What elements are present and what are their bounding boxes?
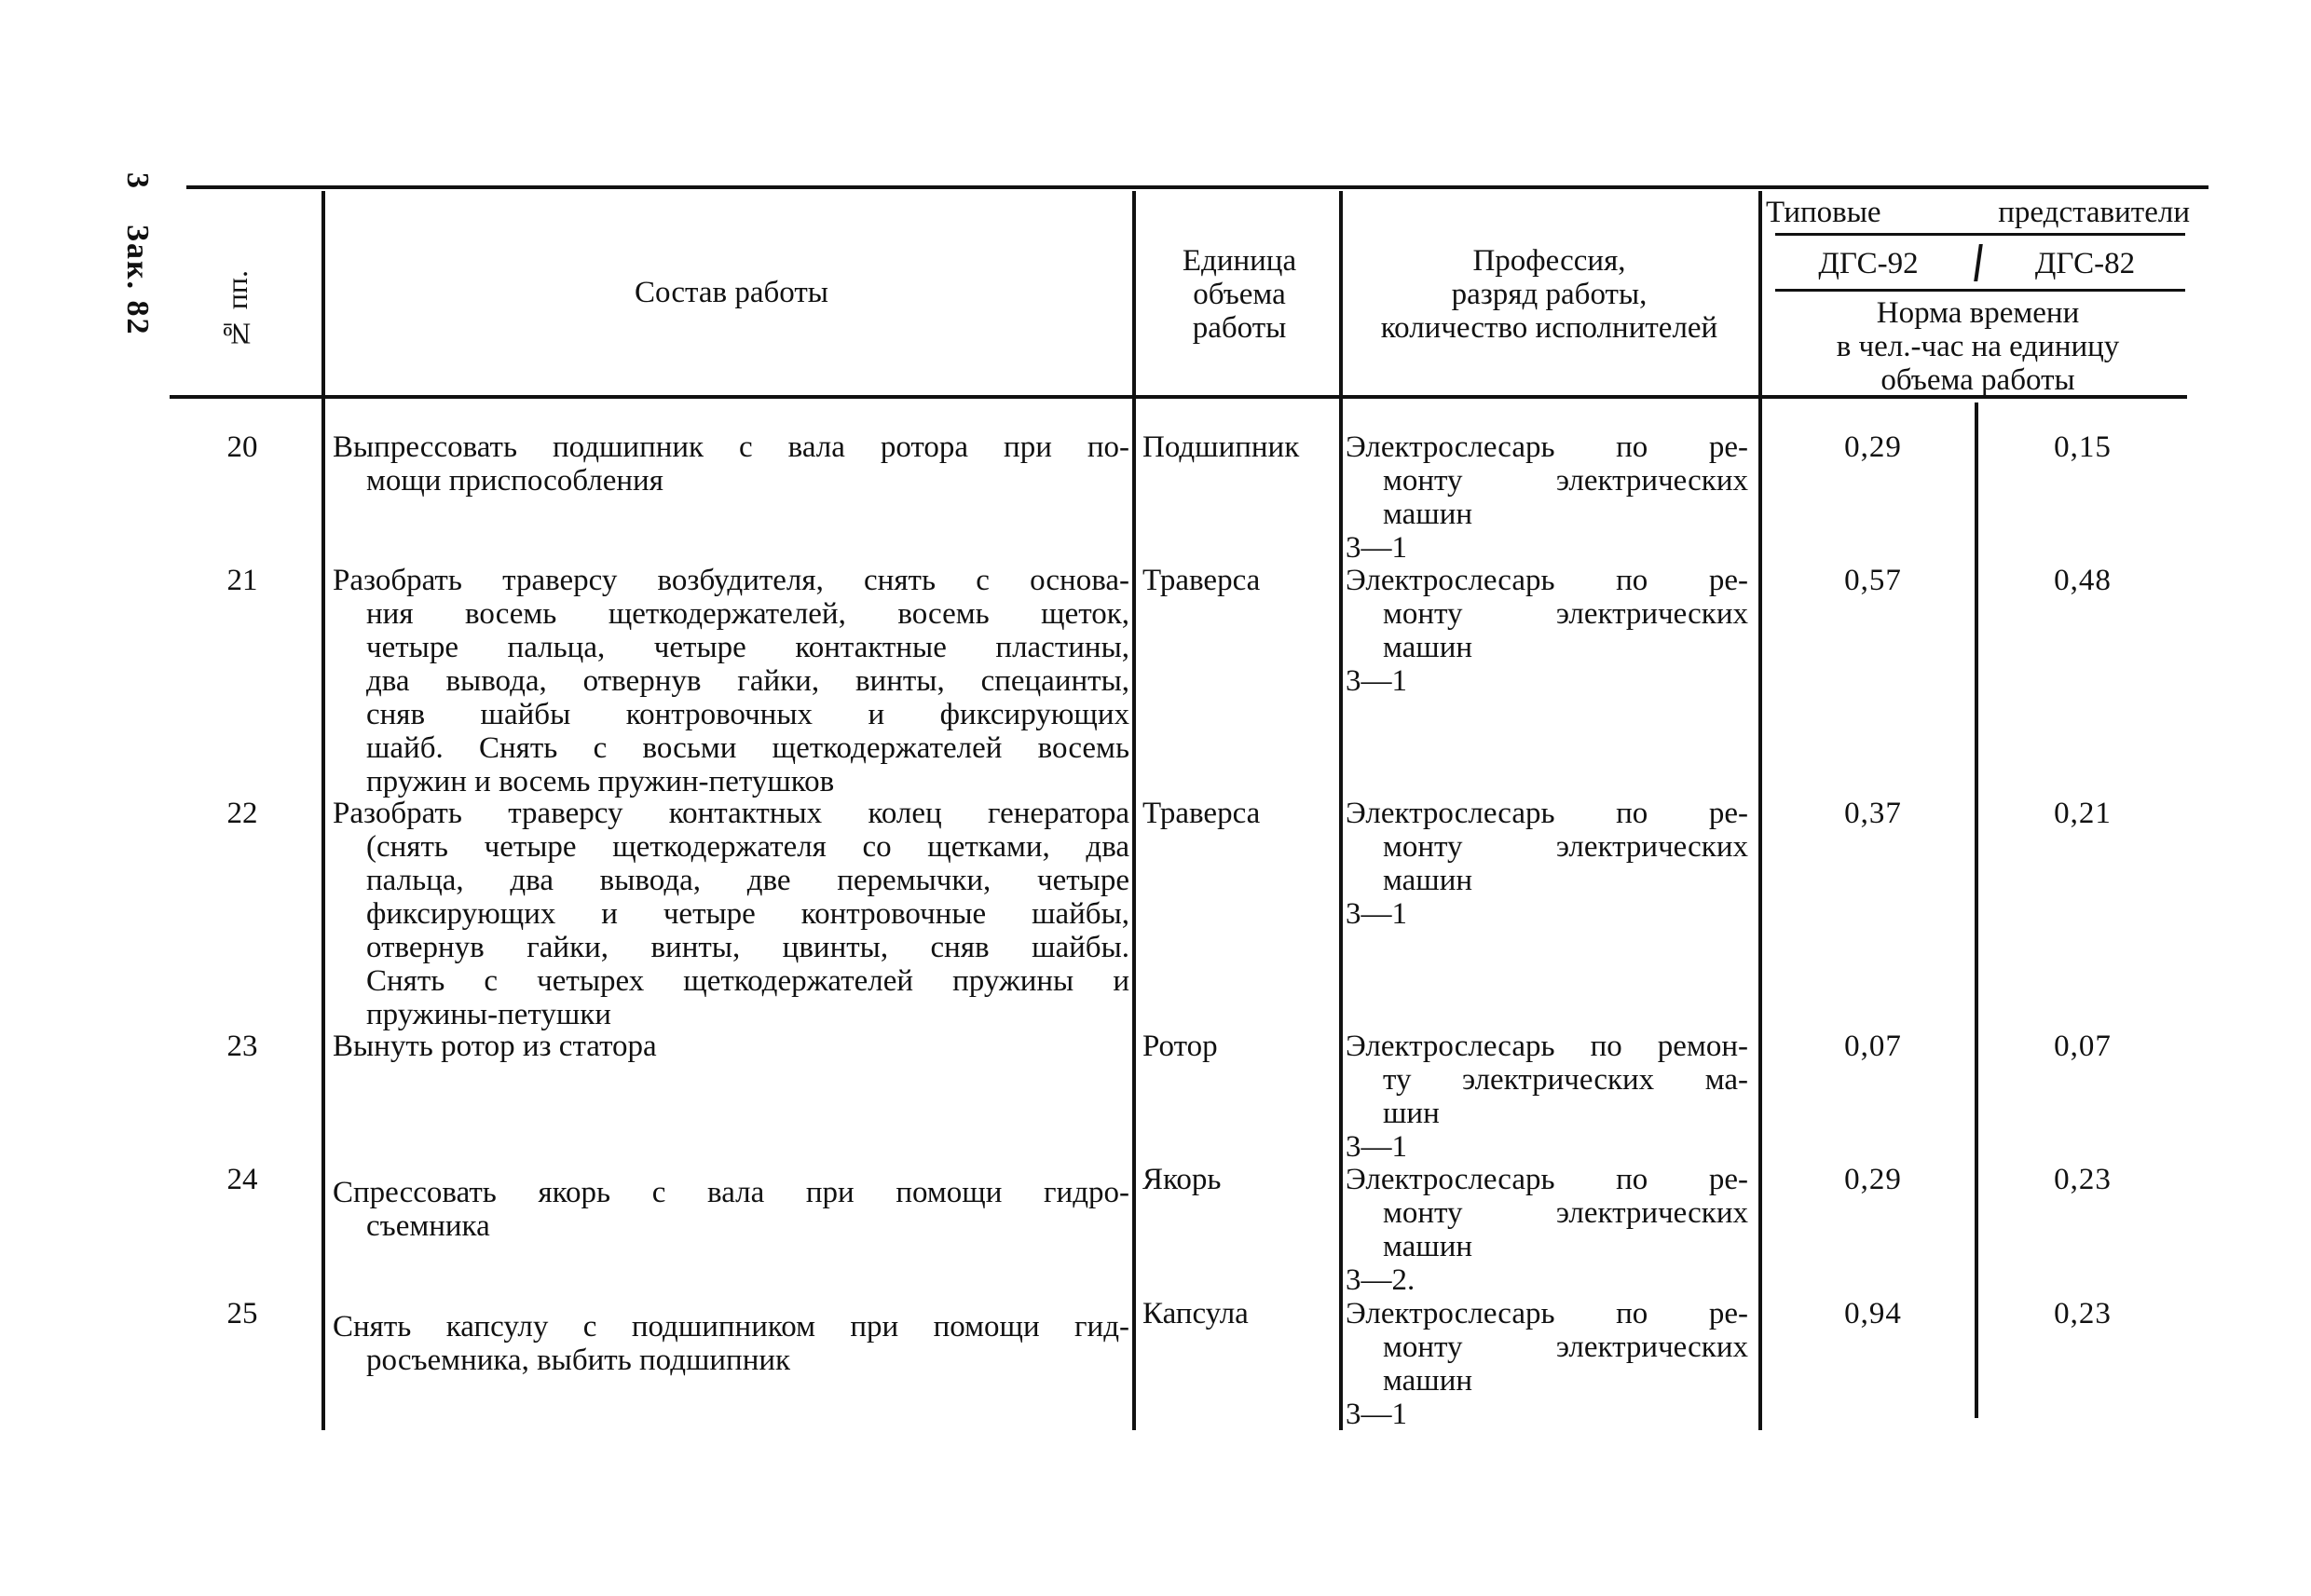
header-rep-dgs82: ДГС-82 — [2034, 247, 2136, 280]
norm-dgs92: 0,37 — [1844, 797, 1902, 830]
profession-line: Электрослесарь по ремон- — [1346, 1030, 1748, 1063]
profession-line: монту электрических — [1383, 464, 1748, 498]
profession-line: 3—2. — [1346, 1263, 1415, 1297]
work-line: мощи приспособления — [366, 464, 663, 498]
table-top-rule — [186, 185, 2208, 189]
profession-line: Электрослесарь по ре- — [1346, 564, 1748, 597]
norm-dgs92: 0,57 — [1844, 564, 1902, 597]
margin-note — [119, 172, 155, 335]
work-line: пружин и восемь пружин-петушков — [366, 765, 835, 798]
header-work: Состав работы — [635, 276, 828, 309]
work-description — [333, 1030, 1129, 1063]
header-profession: Профессия, разряд работы, количество исполнителей — [1380, 244, 1718, 345]
work-line: Вынуть ротор из статора — [333, 1030, 657, 1063]
work-line: шайб. Снять с восьми щеткодержателей восемь — [366, 731, 1129, 765]
work-description — [333, 1310, 1129, 1377]
work-line: росъемника, выбить подшипник — [366, 1344, 791, 1377]
row-number: 22 — [226, 797, 258, 830]
unit-of-work: Траверса — [1142, 564, 1261, 597]
profession-line: 3—1 — [1346, 1130, 1407, 1164]
work-line: четыре пальца, четыре контактные пластины, — [366, 631, 1129, 664]
norm-dgs92: 0,94 — [1844, 1297, 1902, 1330]
page-number: 3 — [120, 172, 155, 190]
work-line: пружины-петушки — [366, 998, 611, 1031]
row-number: 21 — [226, 564, 258, 597]
profession-line: 3—1 — [1346, 897, 1407, 931]
profession — [1346, 564, 1748, 698]
work-description — [333, 564, 1129, 798]
profession-line: монту электрических — [1383, 597, 1748, 631]
unit-of-work: Якорь — [1142, 1163, 1222, 1196]
unit-of-work: Траверса — [1142, 797, 1261, 830]
order-reference: Зак. 82 — [120, 224, 155, 336]
profession-line: шин — [1383, 1097, 1440, 1130]
norm-dgs82: 0,07 — [2054, 1030, 2112, 1063]
work-line: два вывода, отвернув гайки, винты, спецаинты, — [366, 664, 1129, 698]
work-line: пальца, два вывода, две перемычки, четыре — [366, 864, 1129, 897]
profession-line: монту электрических — [1383, 1196, 1748, 1230]
profession — [1346, 1163, 1748, 1297]
unit-of-work: Капсула — [1142, 1297, 1249, 1330]
work-description — [333, 797, 1129, 1031]
profession-line: монту электрических — [1383, 830, 1748, 864]
profession — [1346, 1030, 1748, 1164]
profession-line: машин — [1383, 864, 1473, 897]
work-line: фиксирующих и четыре контровочные шайбы, — [366, 897, 1129, 931]
work-line: Спрессовать якорь с вала при помощи гидро- — [333, 1176, 1129, 1209]
norm-dgs92: 0,29 — [1844, 430, 1902, 464]
profession-line: Электрослесарь по ре- — [1346, 1297, 1748, 1330]
norm-dgs92: 0,29 — [1844, 1163, 1902, 1196]
col-divider-work — [1132, 191, 1136, 1430]
header-rep-dgs92: ДГС-92 — [1818, 247, 1919, 280]
col-divider-prof — [1758, 191, 1762, 1430]
profession — [1346, 797, 1748, 931]
group-title-rule — [1775, 233, 2185, 236]
profession-line: ту электрических ма- — [1383, 1063, 1748, 1097]
rep-names-rule — [1775, 289, 2185, 292]
row-number: 20 — [226, 430, 258, 464]
col-divider-rep-header — [1974, 244, 1983, 281]
profession — [1346, 1297, 1748, 1431]
work-line: Разобрать траверсу контактных колец генератора — [333, 797, 1129, 830]
work-line: ния восемь щеткодержателей, восемь щеток, — [366, 597, 1129, 631]
norm-dgs82: 0,21 — [2054, 797, 2112, 830]
work-line: съемника — [366, 1209, 490, 1243]
work-description — [333, 1176, 1129, 1243]
profession-line: Электрослесарь по ре- — [1346, 430, 1748, 464]
work-line: отвернув гайки, винты, цвинты, сняв шайбы. — [366, 931, 1129, 964]
work-line: Разобрать траверсу возбудителя, снять с основа- — [333, 564, 1129, 597]
header-group-title: Типовые представители — [1766, 196, 2190, 229]
work-line: сняв шайбы контровочных и фиксирующих — [366, 698, 1129, 731]
profession — [1346, 430, 1748, 565]
header-row-number: № пп. — [220, 270, 253, 351]
header-unit: Единица объема работы — [1182, 244, 1297, 345]
profession-line: монту электрических — [1383, 1330, 1748, 1364]
profession-line: машин — [1383, 1230, 1473, 1263]
header-norm: Норма времени в чел.-час на единицу объема работы — [1836, 296, 2120, 397]
unit-of-work: Подшипник — [1142, 430, 1300, 464]
norm-dgs82: 0,23 — [2054, 1297, 2112, 1330]
norm-dgs82: 0,23 — [2054, 1163, 2112, 1196]
norm-dgs82: 0,48 — [2054, 564, 2112, 597]
row-number: 24 — [226, 1163, 258, 1196]
profession-line: Электрослесарь по ре- — [1346, 1163, 1748, 1196]
col-divider-num — [321, 191, 325, 1430]
unit-of-work: Ротор — [1142, 1030, 1218, 1063]
work-line: (снять четыре щеткодержателя со щетками, два — [366, 830, 1129, 864]
norm-dgs92: 0,07 — [1844, 1030, 1902, 1063]
profession-line: машин — [1383, 498, 1473, 531]
row-number: 25 — [226, 1297, 258, 1330]
row-number: 23 — [226, 1030, 258, 1063]
profession-line: машин — [1383, 1364, 1473, 1398]
profession-line: 3—1 — [1346, 664, 1407, 698]
col-divider-rep-body — [1975, 402, 1978, 1418]
profession-line: Электрослесарь по ре- — [1346, 797, 1748, 830]
work-description — [333, 430, 1129, 498]
work-line: Выпрессовать подшипник с вала ротора при по- — [333, 430, 1129, 464]
profession-line: машин — [1383, 631, 1473, 664]
profession-line: 3—1 — [1346, 531, 1407, 565]
profession-line: 3—1 — [1346, 1398, 1407, 1431]
work-line: Снять капсулу с подшипником при помощи гид- — [333, 1310, 1129, 1344]
work-line: Снять с четырех щеткодержателей пружины и — [366, 964, 1129, 998]
norm-dgs82: 0,15 — [2054, 430, 2112, 464]
